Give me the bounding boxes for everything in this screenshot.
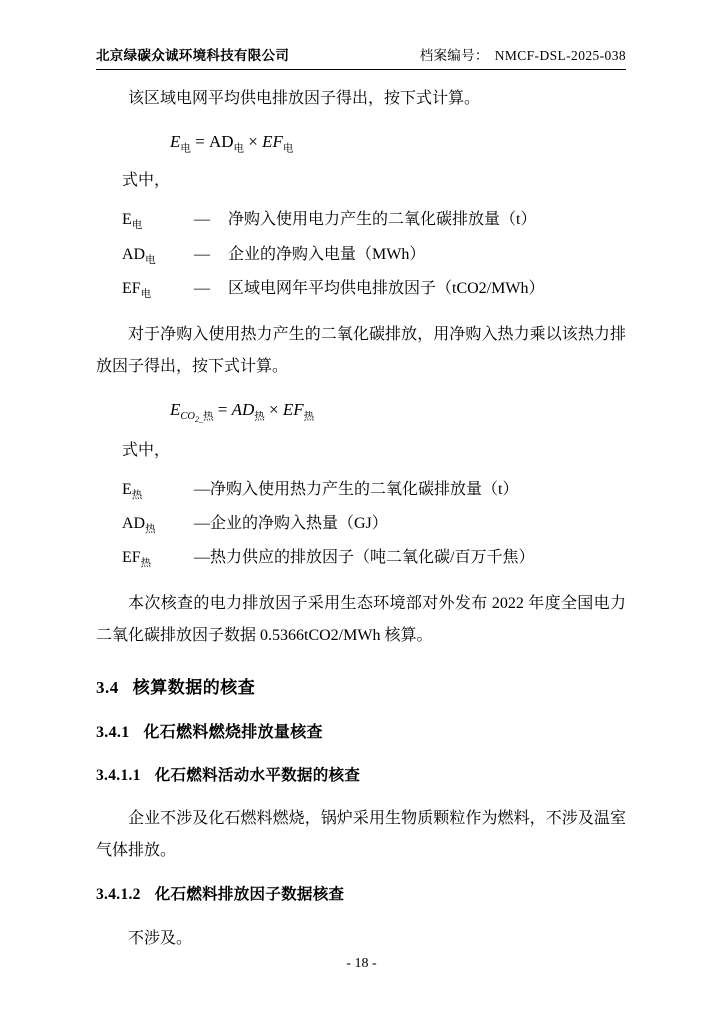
section-title-3-4-1: 化石燃料燃烧排放量核查 <box>143 723 323 741</box>
formula-heat <box>96 393 626 428</box>
definition-description: —净购入使用热力产生的二氧化碳排放量（t） <box>194 480 519 498</box>
section-number-3-4-1: 3.4.1 <box>96 723 130 741</box>
page-footer <box>0 956 723 972</box>
shizhong-label-2: 式中， <box>122 441 171 459</box>
formula-heat-ef-subscript: 热 <box>303 411 315 423</box>
definition-symbol: $EF_电$ <box>122 279 152 301</box>
formula-heat-ad-subscript: 热 <box>254 411 265 423</box>
formula-equals: = <box>195 132 205 151</box>
definition-list-heat <box>96 473 626 576</box>
definition-list-electricity <box>96 203 626 306</box>
header-archive-code: NMCF-DSL-2025-038 <box>494 48 626 63</box>
definition-description: 净购入使用电力产生的二氧化碳排放量（t） <box>228 211 537 229</box>
header-company-name: 北京绿碳众诚环境科技有限公司 <box>96 48 290 63</box>
formula-heat-ad-symbol: AD <box>231 400 255 420</box>
section-heading-3-4-1 <box>96 718 626 748</box>
definition-row <box>96 238 626 272</box>
header-archive-label: 档案编号： <box>419 48 489 63</box>
section-title-3-4-1-2: 化石燃料排放因子数据核查 <box>154 886 345 904</box>
page-content <box>96 44 626 955</box>
definition-description: 企业的净购入电量（MWh） <box>228 245 426 263</box>
formula-ef-symbol: EF <box>262 132 283 151</box>
section-number-3-4-1-1: 3.4.1.1 <box>96 766 141 784</box>
section-3-4-1-1-body: 企业不涉及化石燃料燃烧，锅炉采用生物质颗粒作为燃料，不涉及温室气体排放。 <box>96 810 626 860</box>
definition-description: 区域电网年平均供电排放因子（tCO2/MWh） <box>228 279 545 297</box>
formula-e-subscript: 电 <box>180 143 191 155</box>
formula-heat-e-symbol: E <box>170 400 181 420</box>
page-number: - 18 - <box>346 956 377 971</box>
definition-description: —热力供应的排放因子（吨二氧化碳/百万千焦） <box>194 549 535 567</box>
formula-heat-e-subscript-co2: CO2_ <box>180 411 203 425</box>
section-3-4-1-2-body: 不涉及。 <box>128 929 193 947</box>
formula-heat-times: × <box>269 400 279 420</box>
definition-row <box>96 507 626 541</box>
document-body <box>96 83 626 955</box>
definition-symbol: $E_电$ <box>122 211 143 232</box>
section-heading-3-4-1-2 <box>96 880 626 909</box>
section-number-3-4: 3.4 <box>96 678 119 698</box>
definition-dash: — <box>194 279 210 297</box>
header-archive <box>420 44 626 64</box>
definition-row <box>96 272 626 306</box>
definition-dash: — <box>194 211 210 229</box>
formula-heat-ef-symbol: EF <box>282 400 304 420</box>
definition-symbol: $AD_电$ <box>122 245 156 266</box>
definition-symbol: $EF_热$ <box>122 549 152 570</box>
formula-ef-subscript: 电 <box>282 143 294 155</box>
page-header <box>96 44 626 70</box>
definition-row <box>96 473 626 507</box>
shizhong-label-1: 式中， <box>122 172 171 190</box>
formula-heat-equals: = <box>217 400 228 420</box>
definition-symbol: $AD_热$ <box>122 514 156 535</box>
intro-paragraph: 该区域电网平均供电排放因子得出，按下式计算。 <box>128 90 481 107</box>
definition-description: —企业的净购入热量（GJ） <box>194 514 388 532</box>
section-title-3-4-1-1: 化石燃料活动水平数据的核查 <box>154 766 361 784</box>
definition-row <box>96 541 626 575</box>
section-title-3-4: 核算数据的核查 <box>132 678 256 698</box>
emission-factor-paragraph: 本次核查的电力排放因子采用生态环境部对外发布 2022 年度全国电力二氧化碳排放因子数据 0.5366tCO2/MWh 核算。 <box>96 595 626 645</box>
heat-paragraph: 对于净购入使用热力产生的二氧化碳排放，用净购入热力乘以该热力排放因子得出，按下式计算。 <box>96 326 626 376</box>
section-number-3-4-1-2: 3.4.1.2 <box>96 886 141 904</box>
definition-symbol: $E_热$ <box>122 480 143 501</box>
definition-row <box>96 203 626 237</box>
formula-ad-subscript: 电 <box>233 143 245 155</box>
formula-electricity <box>96 125 626 159</box>
formula-e-symbol: E <box>170 132 181 151</box>
formula-heat-e-subscript-re: 热 <box>202 411 214 423</box>
section-heading-3-4-1-1 <box>96 761 626 790</box>
section-heading-3-4 <box>96 672 626 704</box>
formula-times: × <box>248 132 258 151</box>
formula-ad-symbol: AD <box>208 132 234 151</box>
definition-dash: — <box>194 245 210 263</box>
